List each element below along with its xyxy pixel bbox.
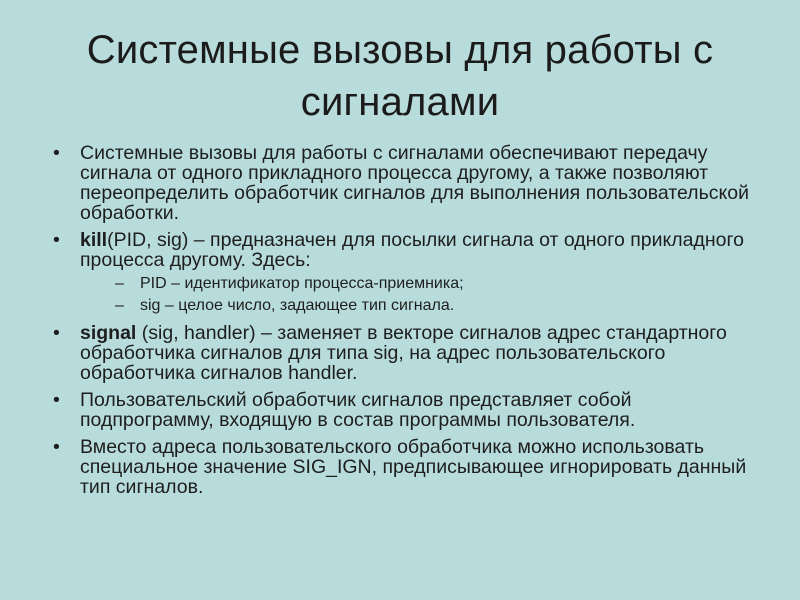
bullet-marker: • <box>53 229 60 251</box>
bullet-item <box>50 437 750 497</box>
dash-marker: – <box>115 275 124 292</box>
bullet-text: Вместо адреса пользовательского обработчика можно использовать специальное значение SIG_IGN, предписывающее игнорировать данный тип сигналов. <box>80 436 747 498</box>
bullet-text: (PID, sig) – предназначен для посылки сигнала от одного прикладного процесса другому. Здесь: <box>80 229 745 271</box>
sub-item <box>80 296 750 316</box>
slide-title: Системные вызовы для работы с сигналами <box>86 28 714 124</box>
bullet-text: Системные вызовы для работы с сигналами обеспечивают передачу сигнала от одного прикладного процесса другому, а также позволяют переопределить обработчик сигналов для выполнения пользовательской обработки. <box>80 142 749 224</box>
bullet-marker: • <box>53 389 60 411</box>
bullet-item <box>50 390 750 430</box>
bullet-item <box>50 143 750 223</box>
sub-item-text: sig – целое число, задающее тип сигнала. <box>140 297 455 314</box>
bullet-marker: • <box>53 436 60 458</box>
sub-item-text: PID – идентификатор процесса-приемника; <box>140 275 464 292</box>
bullet-marker: • <box>53 322 60 344</box>
bullet-text: Пользовательский обработчик сигналов представляет собой подпрограмму, входящую в состав программы пользователя. <box>80 389 636 431</box>
bullet-keyword: signal <box>80 322 137 344</box>
slide-content <box>50 143 750 504</box>
dash-marker: – <box>115 297 124 314</box>
bullet-keyword: kill <box>80 229 108 251</box>
sub-item <box>80 274 750 294</box>
bullet-item-kill <box>50 230 750 316</box>
bullet-item-signal <box>50 323 750 383</box>
bullet-marker: • <box>53 142 60 164</box>
bullet-text: (sig, handler) – заменяет в векторе сигналов адрес стандартного обработчика сигналов для типа sig, на адрес пользовательского обработчика сигналов handler. <box>80 322 727 384</box>
